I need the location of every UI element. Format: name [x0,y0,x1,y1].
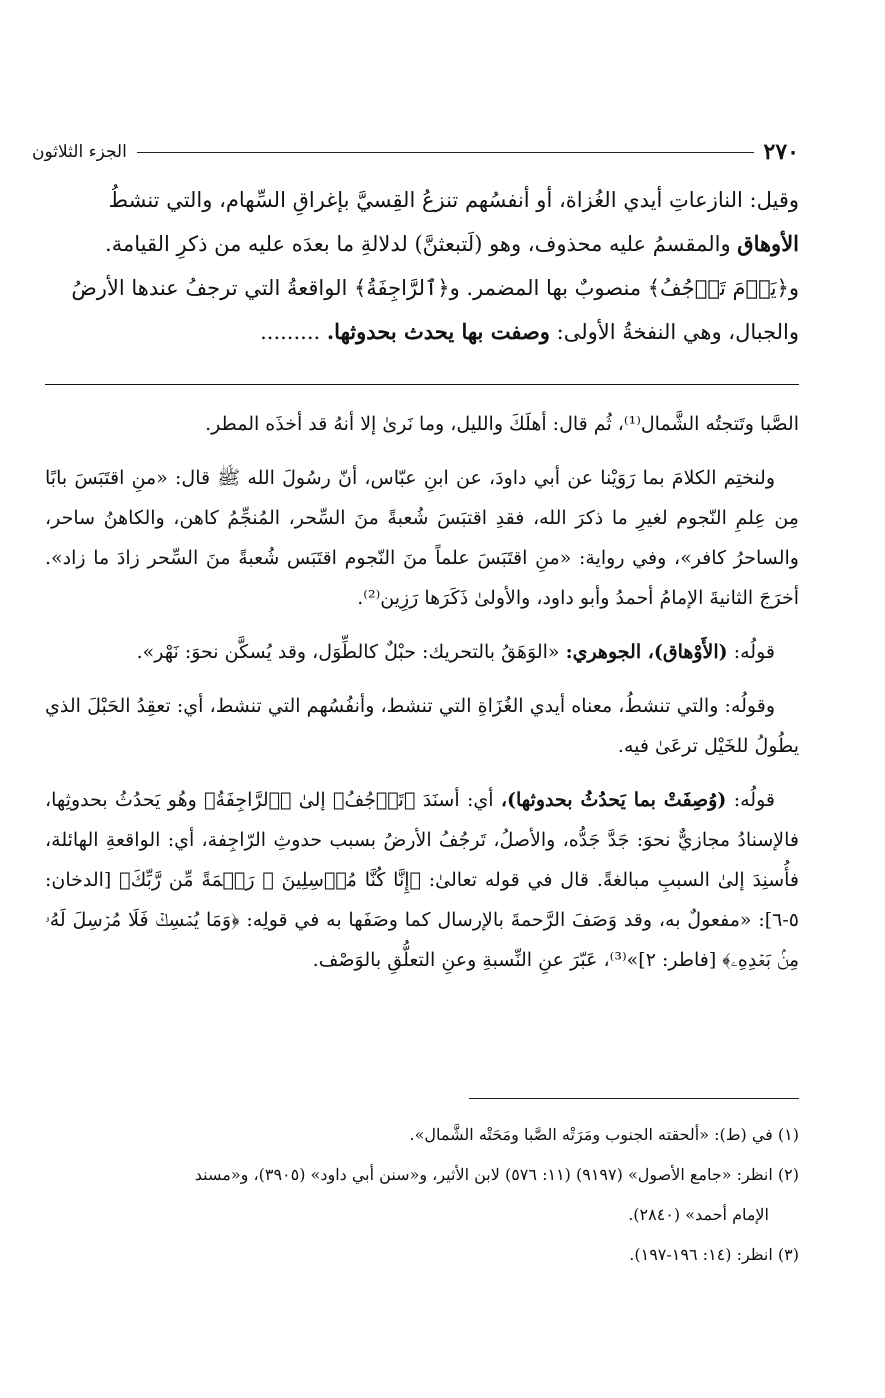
main-line-4-dots: ......... [260,320,327,344]
footnote-2-continuation: الإمام أحمد» (٢٨٤٠). [628,1205,769,1224]
p5-bold: (وُصِفَتْ بما يَحدُثُ بحدوثها)، [500,789,727,811]
p3-rest: «الوَهَقُ بالتحريك: حبْلٌ كالطِّوَل، وقد يُسكَّن نحوَ: نَهْر». [136,641,566,663]
p5-lead: قولُه: [726,789,775,811]
page-number: ٢٧٠ [763,139,799,165]
footnote-divider [469,1098,799,1099]
p3-bold: (الأَوْهاق)، الجوهري: [565,641,728,663]
commentary-paragraph-2: ولنختِم الكلامَ بما رَوَيْنا عن أبي داودَ، عن ابنِ عبّاس، أنّ رسُولَ الله ﷺ قال: «منِ اقتَبَسَ بابًا مِن عِلمِ النّجوم لغيرِ ما ذكرَ الله، فقدِ اقتبَسَ شُعبةً منَ السِّحر، المُنجِّمُ كاهن، والكاهنُ ساحر، والساحرُ كافر»، وفي رواية: «منِ اقتَبَسَ علماً منَ النّجوم اقتَبَس شُعبةً منَ السِّحر زادَ ما زاد». أخرَجَ الثانيةَ الإمامُ أحمدُ وأبو داود، والأولىٰ ذَكَرَها رَزِين⁽²⁾. [45,467,799,609]
commentary-paragraph-1: الصَّبا وتَتجتُه الشَّمال⁽¹⁾، ثُم قال: أهلَكَ والليل، وما نَرىٰ إلا أنهُ قد أخذَه المطر. [205,413,799,435]
p3-lead: قولُه: [727,641,775,663]
text-divider [45,384,799,385]
commentary-paragraph-4: وقولُه: والتي تنشطُ، معناه أيدي الغُزَاةِ التي تنشط، وأنفُسُهم التي تنشط، أي: تعقِدُ الحَبْلَ الذي يطُولُ للخَيْل ترعَىٰ فيه. [45,695,799,757]
p5-rest: أي: أسنَدَ ﴿تَرۡجُفُ﴾ إلىٰ ﴿ٱلرَّاجِفَةُ﴾ وهُو يَحدُثُ بحدوثِها، فالإسنادُ مجازيٌّ نحوَ: جَدَّ جَدُّه، والأصلُ، تَرجُفُ الأرضُ بسبب حدوثِ الرّاجِفة، أي: الواقعةِ الهائلة، فأُسنِدَ إلىٰ السببِ مبالغةً. قال في قوله تعالىٰ: ﴿إِنَّا كُنَّا مُرۡسِلِينَ ۞ رَحۡمَةً مِّن رَّبِّكَ﴾ [الدخان: ٥-٦]: «مفعولٌ به، وقد وَصَفَ الرَّحمةَ بالإرسال كما وصَفَها به في قولِه: ﴿وَمَا يُمۡسِكۡ فَلَا مُرۡسِلَ لَهُۥ مِنۢ بَعۡدِهِۦ﴾ [فاطر: ٢]»⁽³⁾، عَبّرَ عنِ النِّسبةِ وعنِ التعلُّقِ بالوَصْف. [45,789,799,971]
footnotes [45,1118,799,1278]
commentary-paragraph-5 [45,780,799,980]
commentary [45,404,799,994]
footnote-2: (٢) انظر: «جامع الأصول» (٩١٩٧) (١١: ٥٧٦) لابن الأثير، و«سنن أبي داود» (٣٩٠٥)، و«مسند [194,1165,799,1184]
main-line-4-bold: وصفت بها يحدث بحدوثها. [326,319,550,344]
main-line-1: وقيل: النازعاتِ أيدي الغُزاة، أو أنفسُهم تنزعُ القِسيَّ بإغراقِ السِّهام، والتي تنشطُ [108,188,799,212]
main-line-3: و﴿يَوۡمَ تَرۡجُفُ﴾ منصوبٌ بها المضمر. و﴿ٱلرَّاجِفَةُ﴾ الواقعةُ التي ترجفُ عندها الأرضُ [71,276,799,300]
footnote-1: (١) في (ط): «ألحقته الجنوب ومَرَتْه الصَّبا ومَحَتْه الشَّمال». [409,1125,799,1144]
running-header [32,138,799,166]
section-title: الجزء الثلاثون [32,142,127,162]
main-line-2-rest: والمقسمُ عليه محذوف، وهو (لَتبعثنَّ) لدلالةِ ما بعدَه عليه من ذكرِ القيامة. [105,232,738,256]
footnote-3: (٣) انظر: (١٤: ١٩٦-١٩٧). [629,1245,799,1264]
main-line-4 [45,310,799,354]
main-text [45,178,799,354]
main-line-2 [45,222,799,266]
header-rule [137,152,754,153]
main-line-4-rest: والجبال، وهي النفخةُ الأولى: [549,320,799,344]
main-line-2-bold: الأوهاق [737,231,799,256]
commentary-paragraph-3 [45,632,799,672]
